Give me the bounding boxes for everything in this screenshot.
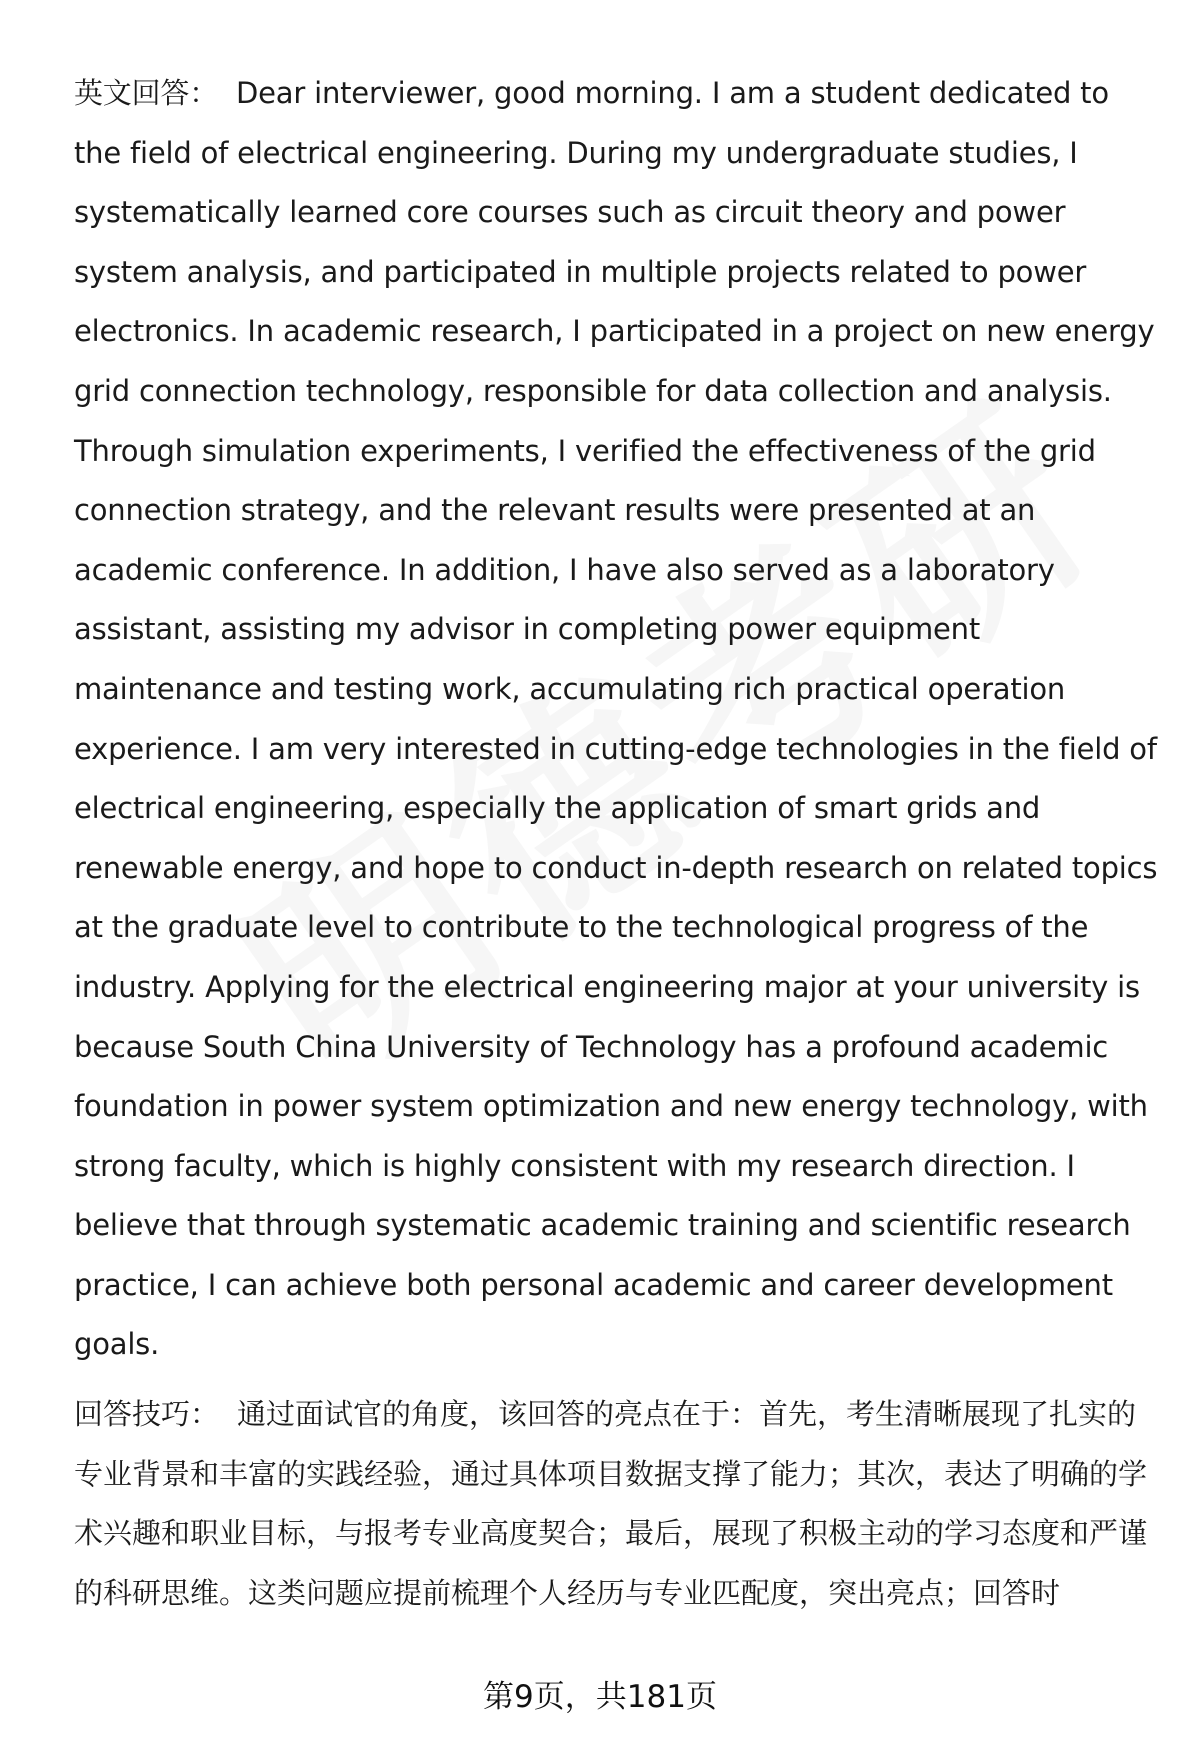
english-answer-label: 英文回答： [74, 76, 219, 110]
english-answer-text: Dear interviewer, good morning. I am a student dedicated to the field of electrical engineering. During my undergraduate studies, I systematically learned core courses such as circuit theory and power system analysis, and participated in multiple projects related to power electronics. In academic research, I participated in a project on new energy grid connection technology, responsible for data collection and analysis. Through simulation experiments, I verified the effectiveness of the grid connection strategy, and the relevant results were presented at an academic conference. In addition, I have also served as a laboratory assistant, assisting my advisor in completing power equipment maintenance and testing work, accumulating rich practical operation experience. I am very interested in cutting-edge technologies in the field of electrical engineering, especially the application of smart grids and renewable energy, and hope to conduct in-depth research on related topics at the graduate level to contribute to the technological progress of the industry. Applying for the electrical engineering major at your university is because South China University of Technology has a profound academic foundation in power system optimization and new energy technology, with strong faculty, which is highly consistent with my research direction. I believe that through systematic academic training and scientific research practice, I can achieve both personal academic and career development goals. [74, 76, 1158, 1362]
answer-tips-label: 回答技巧： [74, 1397, 220, 1432]
page-number-footer: 第9页，共181页 [483, 1679, 717, 1715]
answer-tips-text: 通过面试官的角度，该回答的亮点在于：首先，考生清晰展现了扎实的专业背景和丰富的实践经验，通过具体项目数据支撑了能力；其次，表达了明确的学术兴趣和职业目标，与报考专业高度契合；最后，展现了积极主动的学习态度和严谨的科研思维。这类问题应提前梳理个人经历与专业匹配度，突出亮点；回答时 [74, 1397, 1148, 1610]
page-content [74, 64, 1164, 1623]
english-answer-paragraph [74, 64, 1164, 1375]
answer-tips-paragraph [74, 1385, 1164, 1623]
